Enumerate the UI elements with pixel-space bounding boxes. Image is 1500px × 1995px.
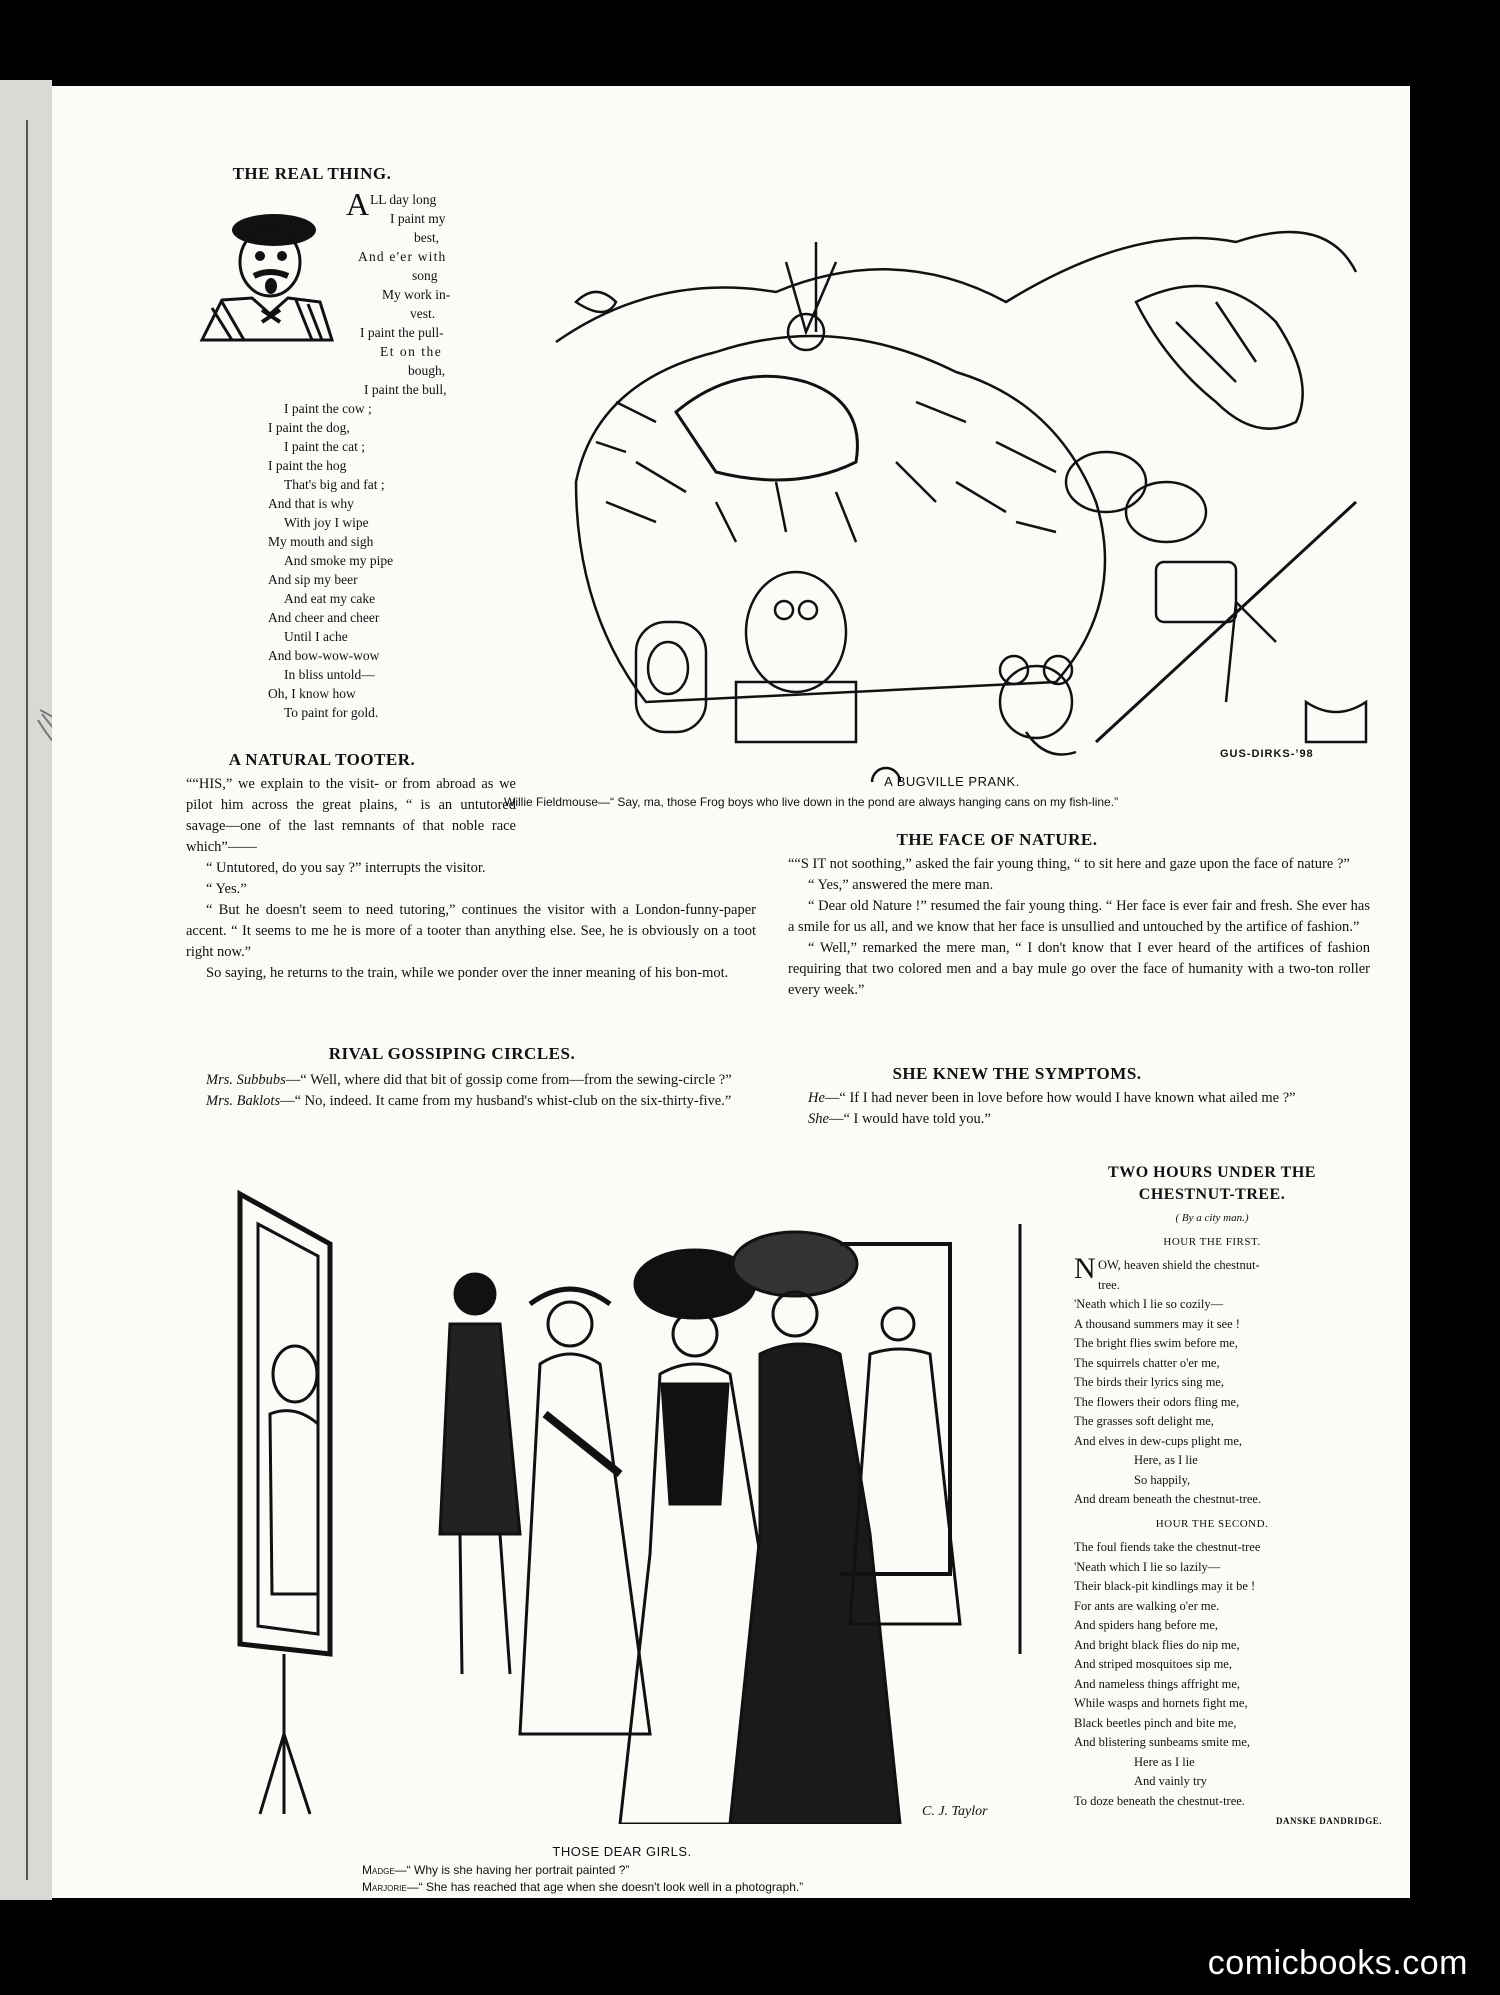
speaker-mrs-baklots: Mrs. Baklots [206, 1093, 281, 1109]
natural-tooter-paragraph-4: “ But he doesn't seem to need tutoring,” continues the visitor with a London-funny-paper accent. “ It seems to me he is more of a tooter than anything else. See, he is obviously on a toot right now.” [186, 902, 756, 960]
face-of-nature-paragraph-3: “ Dear old Nature !” resumed the fair young thing. “ Her face is ever fair and fresh. She ever has a smile for us all, and we know that her face is unsullied and untouched by the artifice of fashion.” [788, 898, 1370, 935]
dear-girls-caption [362, 1862, 1082, 1896]
natural-tooter-title: A NATURAL TOOTER. [228, 750, 416, 769]
chestnut-line: 'Neath which I lie so lazily— [1074, 1559, 1221, 1574]
chestnut-line: And elves in dew-cups plight me, [1074, 1433, 1243, 1448]
chestnut-author: DANSKE DANDRIDGE. [1275, 1816, 1382, 1826]
poem-line: vest. [410, 306, 436, 321]
chestnut-stanza-2 [1074, 1538, 1374, 1811]
face-of-nature-title: THE FACE OF NATURE. [896, 830, 1098, 849]
rival-line-1 [186, 1070, 756, 1091]
chestnut-line: tree. [1098, 1277, 1120, 1292]
rival-text-1: —“ Well, where did that bit of gossip come from—from the sewing-circle ?” [285, 1072, 732, 1088]
chestnut-line: Black beetles pinch and bite me, [1074, 1715, 1237, 1730]
poem-line: And bow-wow-wow [268, 648, 380, 663]
poem-line: And that is why [268, 496, 354, 511]
symptoms-article [788, 1088, 1370, 1130]
poem-line: And cheer and cheer [268, 610, 380, 625]
poem-line: And eat my cake [284, 591, 376, 606]
face-of-nature-paragraph-4: “ Well,” remarked the mere man, “ I don't know that I ever heard of the artifices of fashion requiring that two colored men and a bay mule go over the face of humanity with a two-ton roller every week.” [788, 940, 1370, 998]
chestnut-stanza-1 [1074, 1252, 1374, 1510]
real-thing-title: THE REAL THING. [232, 164, 392, 183]
chestnut-subtitle: ( By a city man.) [1175, 1212, 1249, 1224]
chestnut-line: And vainly try [1134, 1774, 1207, 1788]
chestnut-line: The birds their lyrics sing me, [1074, 1375, 1224, 1389]
real-thing-poem [212, 186, 532, 750]
poem-line: And sip my beer [268, 572, 358, 587]
face-of-nature-article [788, 854, 1370, 1001]
poem-line: best, [414, 230, 440, 245]
chestnut-dropcap: N [1074, 1252, 1096, 1285]
chestnut-line: Here, as I lie [1134, 1453, 1198, 1467]
bugville-illustration [536, 182, 1386, 782]
poem-line: And e'er with [358, 249, 447, 264]
rival-article [186, 1070, 756, 1112]
dear-girls-text-2: —“ She has reached that age when she doesn't look well in a photograph.” [406, 1880, 804, 1894]
poem-line: I paint the hog [268, 458, 347, 473]
chestnut-line: 'Neath which I lie so cozily— [1074, 1297, 1224, 1311]
poem-line: Until I ache [284, 629, 348, 644]
chestnut-title-line-2: CHESTNUT-TREE. [1138, 1186, 1286, 1203]
poem-line: To paint for gold. [284, 705, 379, 720]
rival-title: RIVAL GOSSIPING CIRCLES. [328, 1044, 576, 1063]
dear-girls-line-1 [362, 1862, 1082, 1879]
chestnut-line: And bright black flies do nip me, [1074, 1637, 1240, 1652]
symptoms-line-2 [788, 1109, 1370, 1130]
chestnut-line: The foul fiends take the chestnut-tree [1074, 1540, 1261, 1554]
symptoms-line-1 [788, 1088, 1370, 1109]
speaker-madge: Madge [362, 1863, 395, 1877]
symptoms-text-1: —“ If I had never been in love before how would I have known what ailed me ?” [824, 1090, 1296, 1106]
chestnut-line: Their black-pit kindlings may it be ! [1074, 1579, 1256, 1593]
natural-tooter-paragraph-2: “ Untutored, do you say ?” interrupts the visitor. [206, 860, 486, 876]
natural-tooter-article [186, 774, 756, 984]
poem-line: I paint the pull- [360, 325, 444, 340]
chestnut-line: And striped mosquitoes sip me, [1074, 1657, 1232, 1671]
chestnut-line: The bright flies swim before me, [1074, 1336, 1238, 1350]
poem-line: With joy I wipe [284, 515, 369, 530]
rival-line-2 [186, 1091, 756, 1112]
symptoms-text-2: —“ I would have told you.” [828, 1111, 991, 1127]
poem-line: LL day long [370, 192, 437, 207]
watermark: comicbooks.com [1207, 1944, 1468, 1982]
chestnut-line: The squirrels chatter o'er me, [1074, 1355, 1220, 1370]
chestnut-hour-second: HOUR THE SECOND. [1155, 1518, 1269, 1530]
dear-girls-signature: C. J. Taylor [922, 1804, 988, 1819]
chestnut-line: While wasps and hornets fight me, [1074, 1696, 1248, 1710]
rival-text-2: —“ No, indeed. It came from my husband's whist-club on the six-thirty-five.” [280, 1093, 732, 1109]
poem-line: I paint the bull, [364, 382, 447, 397]
magazine-page [52, 86, 1410, 1898]
real-thing-dropcap: A [346, 186, 370, 222]
bugville-signature: GUS-DIRKS-’98 [1220, 748, 1314, 760]
symptoms-title: SHE KNEW THE SYMPTOMS. [892, 1064, 1142, 1083]
bugville-caption: Willie Fieldmouse—“ Say, ma, those Frog boys who live down in the pond are always hanging cans on my fish-line.” [504, 795, 1119, 809]
chestnut-line: So happily, [1134, 1472, 1191, 1487]
speaker-marjorie: Marjorie [362, 1880, 407, 1894]
poem-line: And smoke my pipe [284, 553, 394, 568]
chestnut-line: And spiders hang before me, [1074, 1618, 1219, 1632]
chestnut-title-line-1: TWO HOURS UNDER THE [1108, 1164, 1316, 1181]
dear-girls-line-2 [362, 1879, 1082, 1896]
scan-binding-edge [0, 80, 52, 1900]
natural-tooter-paragraph-1: ““HIS,” we explain to the visit- or from abroad as we pilot him across the great plains, “ is an untutored savage—one of the last remnants of that noble race which”—— [186, 776, 516, 855]
dear-girls-title: THOSE DEAR GIRLS. [552, 1844, 692, 1859]
face-of-nature-paragraph-1: ““S IT not soothing,” asked the fair young thing, “ to sit here and gaze upon the face of nature ?” [788, 856, 1350, 872]
poem-line: I paint the cow ; [284, 401, 372, 416]
poem-line: Oh, I know how [268, 686, 356, 701]
dear-girls-text-1: —“ Why is she having her portrait painted ?” [394, 1863, 630, 1877]
natural-tooter-paragraph-3: “ Yes.” [206, 881, 247, 897]
natural-tooter-paragraph-5: So saying, he returns to the train, while we ponder over the inner meaning of his bon-mot. [206, 965, 729, 981]
chestnut-line: And blistering sunbeams smite me, [1074, 1735, 1251, 1749]
chestnut-line: The flowers their odors fling me, [1074, 1394, 1240, 1409]
poem-line: My work in- [382, 287, 451, 302]
chestnut-line: The grasses soft delight me, [1074, 1414, 1214, 1428]
speaker-he: He [808, 1090, 825, 1106]
dear-girls-illustration [200, 1174, 1100, 1824]
chestnut-line: To doze beneath the chestnut-tree. [1074, 1793, 1245, 1808]
chestnut-hour-first: HOUR THE FIRST. [1163, 1236, 1261, 1248]
chestnut-line: For ants are walking o'er me. [1074, 1598, 1220, 1613]
poem-line: Et on the [380, 344, 443, 359]
speaker-she: She [808, 1111, 829, 1127]
poem-line: I paint my [390, 211, 446, 226]
poem-line: In bliss untold— [284, 667, 375, 682]
poem-line: bough, [408, 363, 446, 378]
binding-line [26, 120, 28, 1880]
chestnut-line: Here as I lie [1134, 1754, 1195, 1769]
face-of-nature-paragraph-2: “ Yes,” answered the mere man. [808, 877, 994, 893]
chestnut-line: And dream beneath the chestnut-tree. [1074, 1492, 1262, 1506]
chestnut-line: A thousand summers may it see ! [1074, 1316, 1240, 1331]
bugville-title: A BUGVILLE PRANK. [884, 774, 1020, 789]
chestnut-line: OW, heaven shield the chestnut- [1098, 1258, 1260, 1272]
poem-line: I paint the cat ; [284, 439, 365, 454]
chestnut-line: And nameless things affright me, [1074, 1676, 1241, 1691]
poem-line: My mouth and sigh [268, 534, 374, 549]
poem-line: That's big and fat ; [284, 477, 385, 492]
speaker-mrs-subbubs: Mrs. Subbubs [206, 1072, 286, 1088]
poem-line: I paint the dog, [268, 420, 350, 435]
poem-line: song [412, 268, 438, 283]
